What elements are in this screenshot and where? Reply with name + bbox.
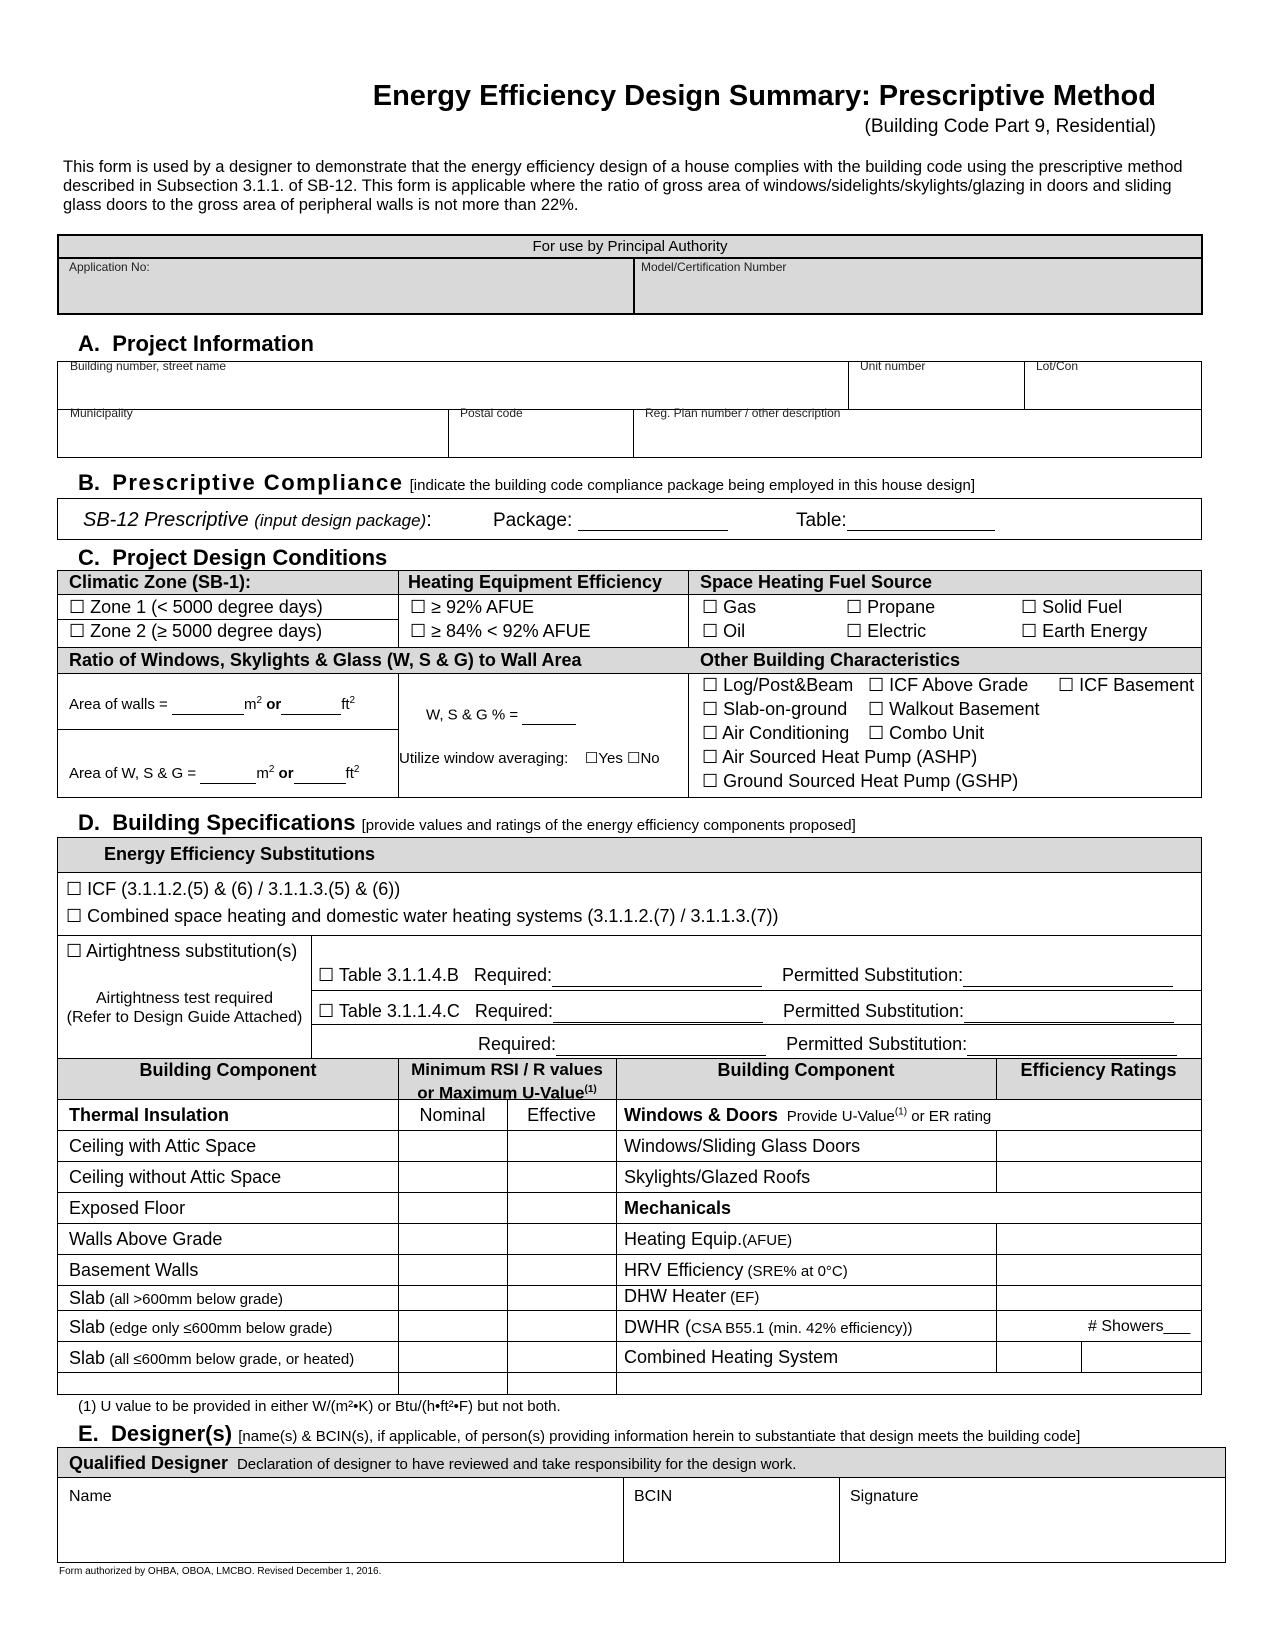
mechanicals-label: Mechanicals bbox=[624, 1198, 732, 1218]
model-cert-label: Model/Certification Number bbox=[641, 260, 787, 274]
design-conditions-box bbox=[57, 570, 1202, 798]
averaging-yes-checkbox[interactable]: ☐Yes bbox=[584, 750, 623, 767]
refer-label: (Refer to Design Guide Attached) bbox=[66, 1009, 303, 1026]
combo-unit-checkbox[interactable]: ☐ Combo Unit bbox=[868, 723, 985, 743]
area-wsg-ft2-field[interactable] bbox=[294, 765, 346, 784]
hrv-label: HRV Efficiency (SRE% at 0°C) bbox=[624, 1260, 848, 1280]
dwhr-label: DWHR (CSA B55.1 (min. 42% efficiency)) bbox=[624, 1317, 913, 1337]
skylights-label: Skylights/Glazed Roofs bbox=[624, 1167, 811, 1187]
thermal-insulation-label: Thermal Insulation bbox=[69, 1105, 230, 1125]
section-e-heading: E. Designer(s) [name(s) & BCIN(s), if applicable, of person(s) providing information herein to substantiate that design meets the building code] bbox=[78, 1421, 1081, 1446]
wsg-pct-field[interactable] bbox=[522, 706, 576, 725]
tableB-permitted-field[interactable] bbox=[963, 968, 1173, 987]
bcin-field[interactable] bbox=[630, 1510, 836, 1552]
name-field[interactable] bbox=[66, 1510, 618, 1552]
combined-sub-checkbox[interactable]: ☐ Combined space heating and domestic water heating systems (3.1.1.2.(7) / 3.1.1.3.(7)) bbox=[66, 906, 779, 926]
authority-box bbox=[57, 234, 1203, 315]
other-header: Other Building Characteristics bbox=[700, 650, 961, 670]
component2-col-header: Building Component bbox=[717, 1060, 895, 1080]
package-field[interactable] bbox=[578, 512, 728, 531]
dhw-label: DHW Heater (EF) bbox=[624, 1286, 760, 1306]
area-wsg-row: Area of W, S & $G = m^2$ or $ft^2$ bbox=[69, 764, 360, 782]
bcin-label: BCIN bbox=[634, 1488, 673, 1505]
section-b-heading: B. Prescriptive Compliance [indicate the building code compliance package being employed in this house design] bbox=[78, 470, 976, 495]
log-checkbox[interactable]: ☐ Log/Post&Beam bbox=[702, 675, 854, 695]
authority-heading: For use by Principal Authority bbox=[532, 238, 728, 255]
climatic-header: Climatic Zone (SB-1): bbox=[69, 572, 252, 592]
combined-heating-label: Combined Heating System bbox=[624, 1347, 839, 1367]
signature-label: Signature bbox=[850, 1488, 919, 1505]
unit-field[interactable] bbox=[854, 378, 1020, 406]
qualified-designer-label: Qualified Designer Declaration of designer to have reviewed and take responsibility for the design work. bbox=[69, 1453, 797, 1473]
building-field[interactable] bbox=[66, 378, 840, 406]
regplan-label: Reg. Plan number / other description bbox=[645, 406, 841, 420]
application-no-field[interactable] bbox=[65, 278, 629, 310]
airtight-checkbox[interactable]: ☐ Airtightness substitution(s) bbox=[66, 941, 298, 961]
walls-above-label: Walls Above Grade bbox=[69, 1229, 223, 1249]
extra-permitted-field[interactable] bbox=[967, 1037, 1177, 1056]
designer-box bbox=[57, 1447, 1226, 1563]
oil-checkbox[interactable]: ☐ Oil bbox=[702, 621, 746, 641]
airtest-label: Airtightness test required bbox=[96, 990, 273, 1007]
sb12-label: SB-12 Prescriptive (input design package): bbox=[83, 509, 432, 531]
slab2-label: Slab (edge only ≤600mm below grade) bbox=[69, 1317, 333, 1337]
compliance-box bbox=[57, 498, 1202, 540]
icf-above-checkbox[interactable]: ☐ ICF Above Grade bbox=[868, 675, 1029, 695]
section-c-heading: C. Project Design Conditions bbox=[78, 545, 388, 570]
slab1-label: Slab (all >600mm below grade) bbox=[69, 1288, 284, 1308]
footnote: (1) U value to be provided in either W/(m²•K) or Btu/(h•ft²•F) but not both. bbox=[78, 1398, 561, 1415]
lot-label: Lot/Con bbox=[1036, 359, 1079, 373]
aircon-checkbox[interactable]: ☐ Air Conditioning bbox=[702, 723, 850, 743]
zone2-checkbox[interactable]: ☐ Zone 2 (≥ 5000 degree days) bbox=[69, 621, 323, 641]
slab3-label: Slab (all ≤600mm below grade, or heated) bbox=[69, 1348, 355, 1368]
building-label: Building number, street name bbox=[70, 359, 227, 373]
averaging-row: Utilize window averaging: ☐Yes ☐No bbox=[399, 750, 660, 767]
exposed-floor-label: Exposed Floor bbox=[69, 1198, 186, 1218]
municipality-label: Municipality bbox=[70, 406, 133, 420]
extra-required-row: Required: Permitted Substitution: bbox=[478, 1034, 1177, 1056]
slab-checkbox[interactable]: ☐ Slab-on-ground bbox=[702, 699, 848, 719]
project-info-box bbox=[57, 361, 1202, 458]
heating-equip-label: Heating Equip.(AFUE) bbox=[624, 1229, 793, 1249]
form-subtitle: (Building Code Part 9, Residential) bbox=[864, 116, 1156, 137]
substitutions-header: Energy Efficiency Substitutions bbox=[104, 844, 376, 864]
form-title: Energy Efficiency Design Summary: Prescriptive Method bbox=[372, 80, 1156, 112]
icf-sub-checkbox[interactable]: ☐ ICF (3.1.1.2.(5) & (6) / 3.1.1.3.(5) & (6)) bbox=[66, 879, 401, 899]
windows-doors-label: Windows & Doors Provide U-Value$^{(1)}$ or ER rating bbox=[624, 1105, 992, 1125]
intro-paragraph: This form is used by a designer to demonstrate that the energy efficiency design of a house complies with the building code using the prescriptive method described in Subsection 3.1.1. of SB-12. This form is applicable where the ratio of gross area of windows/sidelights/skylights/glazing in doors and sliding glass doors to the gross area of peripheral walls is not more than 22%. bbox=[63, 158, 1183, 214]
unit-label: Unit number bbox=[860, 359, 926, 373]
municipality-field[interactable] bbox=[66, 426, 444, 454]
electric-checkbox[interactable]: ☐ Electric bbox=[846, 621, 927, 641]
wsg-pct-row: W, S & G % = bbox=[426, 706, 576, 725]
signature-field[interactable] bbox=[846, 1510, 1220, 1552]
effective-header: Effective bbox=[527, 1105, 596, 1125]
component-col-header: Building Component bbox=[139, 1060, 317, 1080]
tableC-required-field[interactable] bbox=[553, 1004, 763, 1023]
postal-field[interactable] bbox=[454, 426, 630, 454]
basement-walls-label: Basement Walls bbox=[69, 1260, 199, 1280]
regplan-field[interactable] bbox=[640, 426, 1199, 454]
afue84-checkbox[interactable]: ☐ ≥ 84% < 92% AFUE bbox=[410, 621, 591, 641]
components-table bbox=[57, 1058, 1202, 1395]
substitutions-box bbox=[57, 837, 1202, 1059]
area-walls-m2-field[interactable] bbox=[172, 696, 244, 715]
section-a-heading: A. Project Information bbox=[78, 331, 314, 356]
area-wsg-m2-field[interactable] bbox=[200, 765, 256, 784]
postal-label: Postal code bbox=[460, 406, 523, 420]
min-col-header: Minimum RSI / R values or Maximum U-Value$^{(1)}$ bbox=[411, 1060, 603, 1103]
walkout-checkbox[interactable]: ☐ Walkout Basement bbox=[868, 699, 1040, 719]
name-label: Name bbox=[69, 1488, 112, 1505]
area-walls-ft2-field[interactable] bbox=[281, 696, 341, 715]
windows-sliding-label: Windows/Sliding Glass Doors bbox=[624, 1136, 861, 1156]
application-no-label: Application No: bbox=[69, 260, 150, 274]
heating-header: Heating Equipment Efficiency bbox=[408, 572, 663, 592]
gas-checkbox[interactable]: ☐ Gas bbox=[702, 597, 757, 617]
footer-note: Form authorized by OHBA, OBOA, LMCBO. Revised December 1, 2016. bbox=[59, 1566, 382, 1577]
section-d-heading: D. Building Specifications [provide values and ratings of the energy efficiency components proposed] bbox=[78, 810, 856, 835]
ashp-checkbox[interactable]: ☐ Air Sourced Heat Pump (ASHP) bbox=[702, 747, 978, 767]
ceiling-attic-label: Ceiling with Attic Space bbox=[69, 1136, 257, 1156]
tableB-checkbox[interactable]: ☐ Table 3.1.1.4.B bbox=[318, 965, 459, 985]
showers-field[interactable]: # Showers___ bbox=[1088, 1318, 1191, 1335]
extra-required-field[interactable] bbox=[556, 1037, 766, 1056]
ceiling-no-attic-label: Ceiling without Attic Space bbox=[69, 1167, 282, 1187]
package-label: Package: bbox=[493, 510, 573, 531]
tableB-required-field[interactable] bbox=[552, 968, 762, 987]
tableC-checkbox[interactable]: ☐ Table 3.1.1.4.C bbox=[318, 1001, 460, 1021]
tableC-row: ☐ Table 3.1.1.4.C Required: Permitted Substitution: bbox=[318, 1001, 1174, 1023]
fuel-header: Space Heating Fuel Source bbox=[700, 572, 933, 592]
earth-energy-checkbox[interactable]: ☐ Earth Energy bbox=[1021, 621, 1148, 641]
eff-col-header: Efficiency Ratings bbox=[1020, 1060, 1177, 1080]
icf-basement-checkbox[interactable]: ☐ ICF Basement bbox=[1058, 675, 1195, 695]
table-label: Table: bbox=[796, 510, 847, 531]
lot-field[interactable] bbox=[1030, 378, 1199, 406]
propane-checkbox[interactable]: ☐ Propane bbox=[846, 597, 936, 617]
afue92-checkbox[interactable]: ☐ ≥ 92% AFUE bbox=[410, 597, 535, 617]
averaging-no-checkbox[interactable]: ☐No bbox=[627, 750, 660, 767]
tableC-permitted-field[interactable] bbox=[964, 1004, 1174, 1023]
area-walls-row: Area of walls = $m^2$ or $ft^2$ bbox=[69, 695, 356, 713]
solid-fuel-checkbox[interactable]: ☐ Solid Fuel bbox=[1021, 597, 1123, 617]
tableB-row: ☐ Table 3.1.1.4.B Required: Permitted Substitution: bbox=[318, 965, 1173, 987]
ratio-header: Ratio of Windows, Skylights & Glass (W, S & G) to Wall Area bbox=[69, 650, 582, 670]
zone1-checkbox[interactable]: ☐ Zone 1 (< 5000 degree days) bbox=[69, 597, 323, 617]
model-cert-field[interactable] bbox=[641, 278, 1199, 310]
table-field[interactable] bbox=[847, 512, 995, 531]
nominal-header: Nominal bbox=[419, 1105, 486, 1125]
gshp-checkbox[interactable]: ☐ Ground Sourced Heat Pump (GSHP) bbox=[702, 771, 1019, 791]
